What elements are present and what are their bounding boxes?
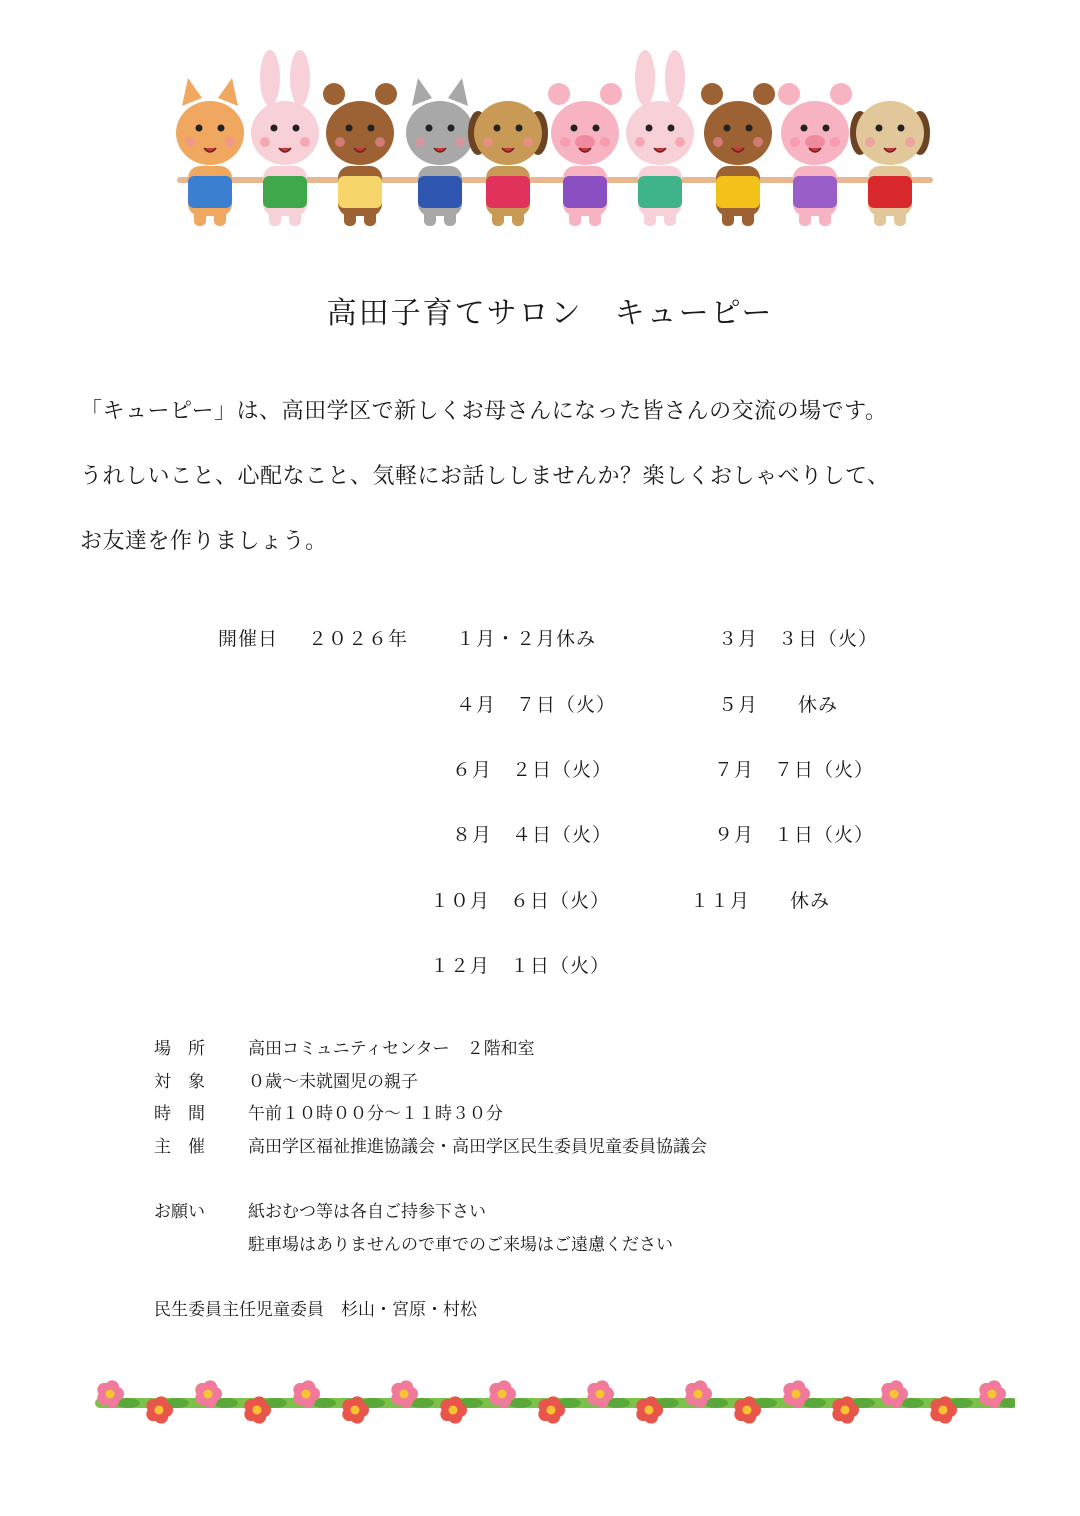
bear-character-8 <box>701 83 775 226</box>
eye-shape <box>426 125 433 132</box>
head-shape <box>406 101 474 165</box>
ear-shape <box>290 50 310 106</box>
flower-center <box>743 1406 752 1415</box>
flower-center <box>498 1390 507 1399</box>
head-shape <box>856 101 924 165</box>
flower-center <box>155 1406 164 1415</box>
time-label: 時 間 <box>154 1104 205 1124</box>
eye-shape <box>346 125 353 132</box>
flower-center <box>302 1390 311 1399</box>
flower-center <box>351 1406 360 1415</box>
ear-shape <box>701 83 723 105</box>
head-shape <box>551 101 619 165</box>
cheek-shape <box>560 137 570 147</box>
leg-shape <box>194 210 206 226</box>
cheek-shape <box>335 137 345 147</box>
ear-shape <box>830 83 852 105</box>
flower-center <box>841 1406 850 1415</box>
head-shape <box>176 101 244 165</box>
schedule-year: ２０２６年 <box>308 628 409 650</box>
flower-center <box>204 1390 213 1399</box>
request-line-1: 紙おむつ等は各自ご持参下さい <box>248 1202 486 1222</box>
eye-shape <box>494 125 501 132</box>
eye-shape <box>823 125 830 132</box>
ear-shape <box>218 78 238 106</box>
rabbit-character-2 <box>251 50 319 226</box>
cat-character-4 <box>406 78 474 226</box>
outfit-shape <box>486 176 530 208</box>
eye-shape <box>668 125 675 132</box>
ear-shape <box>323 83 345 105</box>
eye-shape <box>218 125 225 132</box>
schedule-entry: ７月 ７日（火） <box>714 759 875 781</box>
place-label: 場 所 <box>154 1039 205 1059</box>
target-value: ０歳～未就園児の親子 <box>248 1072 418 1092</box>
cheek-shape <box>375 137 385 147</box>
outfit-shape <box>868 176 912 208</box>
outfit-shape <box>638 176 682 208</box>
animal-friends-illustration <box>160 48 940 233</box>
leg-shape <box>589 210 601 226</box>
ear-shape <box>600 83 622 105</box>
schedule-entry: ４月 ７日（火） <box>456 694 617 716</box>
eye-shape <box>876 125 883 132</box>
ear-shape <box>665 50 685 106</box>
flower-center <box>400 1390 409 1399</box>
cheek-shape <box>483 137 493 147</box>
leg-shape <box>214 210 226 226</box>
host-value: 高田学区福祉推進協議会・高田学区民生委員児童委員協議会 <box>248 1137 707 1157</box>
eye-shape <box>448 125 455 132</box>
leg-shape <box>269 210 281 226</box>
flower-center <box>890 1390 899 1399</box>
leg-shape <box>492 210 504 226</box>
head-shape <box>704 101 772 165</box>
outfit-shape <box>716 176 760 208</box>
eye-shape <box>646 125 653 132</box>
schedule-entry: ３月 ３日（火） <box>718 628 879 650</box>
flower-center <box>988 1390 997 1399</box>
outfit-shape <box>418 176 462 208</box>
ear-shape <box>375 83 397 105</box>
intro-line-1: 「キューピー」は、高田学区で新しくお母さんになった皆さんの交流の場です。 <box>80 399 888 424</box>
cheek-shape <box>830 137 840 147</box>
cheek-shape <box>600 137 610 147</box>
eye-shape <box>368 125 375 132</box>
flower-center <box>547 1406 556 1415</box>
outfit-shape <box>188 176 232 208</box>
flower-center <box>596 1390 605 1399</box>
outfit-shape <box>338 176 382 208</box>
intro-line-2: うれしいこと、心配なこと、気軽にお話ししませんか？楽しくおしゃべりして、 <box>80 464 890 489</box>
flower-center <box>106 1390 115 1399</box>
ear-shape <box>412 78 432 106</box>
schedule-entry: １１月 休み <box>690 890 831 912</box>
head-shape <box>251 101 319 165</box>
leg-shape <box>722 210 734 226</box>
eye-shape <box>571 125 578 132</box>
leg-shape <box>664 210 676 226</box>
ear-shape <box>260 50 280 106</box>
flower-center <box>449 1406 458 1415</box>
eye-shape <box>271 125 278 132</box>
schedule-label: 開催日 <box>218 628 279 650</box>
outfit-shape <box>263 176 307 208</box>
cheek-shape <box>300 137 310 147</box>
leg-shape <box>742 210 754 226</box>
dog-character-5 <box>468 101 548 226</box>
cheek-shape <box>415 137 425 147</box>
flower-center <box>939 1406 948 1415</box>
outfit-shape <box>563 176 607 208</box>
target-label: 対 象 <box>154 1072 205 1092</box>
schedule-entry: ８月 ４日（火） <box>452 824 613 846</box>
eye-shape <box>801 125 808 132</box>
head-shape <box>326 101 394 165</box>
schedule-entry: １２月 １日（火） <box>430 955 611 977</box>
cheek-shape <box>260 137 270 147</box>
request-label: お願い <box>154 1202 205 1222</box>
pig-character-6 <box>548 83 622 226</box>
eye-shape <box>293 125 300 132</box>
eye-shape <box>516 125 523 132</box>
request-line-2: 駐車場はありませんので車でのご来場はご遠慮ください <box>248 1235 673 1255</box>
snout-shape <box>575 135 595 149</box>
leg-shape <box>874 210 886 226</box>
head-shape <box>474 101 542 165</box>
cat-character-1 <box>176 78 244 226</box>
cheek-shape <box>905 137 915 147</box>
cheek-shape <box>713 137 723 147</box>
head-shape <box>781 101 849 165</box>
eye-shape <box>746 125 753 132</box>
outfit-shape <box>793 176 837 208</box>
dog-character-10 <box>850 101 930 226</box>
eye-shape <box>724 125 731 132</box>
time-value: 午前１０時００分～１１時３０分 <box>248 1104 503 1124</box>
flower-center <box>792 1390 801 1399</box>
schedule-entry: １月・２月休み <box>456 628 597 650</box>
eye-shape <box>196 125 203 132</box>
leg-shape <box>512 210 524 226</box>
contact-persons: 民生委員主任児童委員 杉山・宮原・村松 <box>154 1300 477 1320</box>
flower-center <box>694 1390 703 1399</box>
head-shape <box>626 101 694 165</box>
flower-center <box>253 1406 262 1415</box>
snout-shape <box>805 135 825 149</box>
ear-shape <box>548 83 570 105</box>
host-label: 主 催 <box>154 1137 205 1157</box>
bear-character-3 <box>323 83 397 226</box>
leg-shape <box>444 210 456 226</box>
leg-shape <box>894 210 906 226</box>
leg-shape <box>424 210 436 226</box>
ear-shape <box>778 83 800 105</box>
cheek-shape <box>455 137 465 147</box>
place-value: 高田コミュニティセンター ２階和室 <box>248 1039 535 1059</box>
leg-shape <box>289 210 301 226</box>
ear-shape <box>635 50 655 106</box>
cheek-shape <box>753 137 763 147</box>
eye-shape <box>593 125 600 132</box>
schedule-entry: ６月 ２日（火） <box>452 759 613 781</box>
schedule-entry: １０月 ６日（火） <box>430 890 611 912</box>
rabbit-character-7 <box>626 50 694 226</box>
leg-shape <box>344 210 356 226</box>
intro-line-3: お友達を作りましょう。 <box>80 529 328 554</box>
page-title: 高田子育てサロン キューピー <box>326 296 774 331</box>
leg-shape <box>799 210 811 226</box>
leg-shape <box>644 210 656 226</box>
cheek-shape <box>790 137 800 147</box>
cheek-shape <box>635 137 645 147</box>
eye-shape <box>898 125 905 132</box>
pig-character-9 <box>778 83 852 226</box>
cheek-shape <box>225 137 235 147</box>
cheek-shape <box>523 137 533 147</box>
leg-shape <box>819 210 831 226</box>
cheek-shape <box>865 137 875 147</box>
ear-shape <box>448 78 468 106</box>
ear-shape <box>753 83 775 105</box>
leg-shape <box>364 210 376 226</box>
leg-shape <box>569 210 581 226</box>
schedule-entry: ９月 １日（火） <box>714 824 875 846</box>
flower-garland-illustration <box>90 1372 1015 1432</box>
schedule-entry: ５月 休み <box>718 694 839 716</box>
ear-shape <box>182 78 202 106</box>
cheek-shape <box>185 137 195 147</box>
flower-center <box>645 1406 654 1415</box>
cheek-shape <box>675 137 685 147</box>
